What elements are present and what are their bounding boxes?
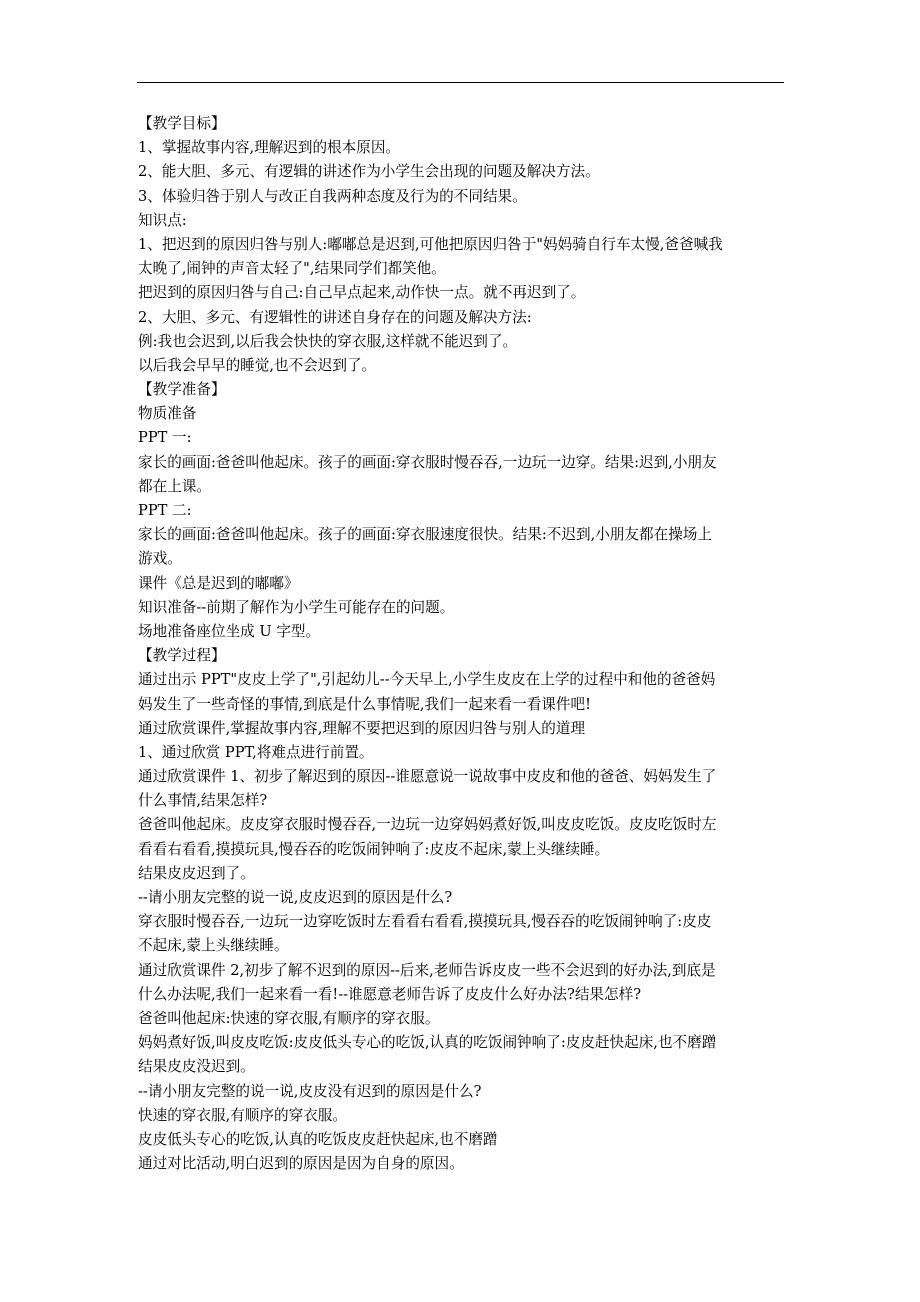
text-line: --请小朋友完整的说一说,皮皮迟到的原因是什么?	[138, 889, 453, 906]
text-line: 课件《总是迟到的嘟嘟》	[138, 574, 299, 592]
text-line: 1、掌握故事内容,理解迟到的根本原因。	[138, 139, 401, 157]
text-line: PPT 二:	[138, 502, 192, 519]
text-line: 什么事情,结果怎样?	[138, 792, 268, 810]
text-line: PPT 一:	[138, 429, 192, 447]
text-line: 1、通过欣赏 PPT,将难点进行前置。	[138, 743, 374, 761]
text-line: 太晚了,闹钟的声音太轻了",结果同学们都笑他。	[138, 260, 446, 278]
text-line: 物质准备	[138, 405, 197, 423]
text-line: 家长的画面:爸爸叫他起床。孩子的画面:穿衣服时慢吞吞,一边玩一边穿。结果:迟到,小朋友	[138, 453, 717, 471]
text-line: 【教学目标】	[138, 115, 226, 132]
text-line: 2、大胆、多元、有逻辑性的讲述自身存在的问题及解决方法:	[138, 308, 532, 326]
text-line: 通过出示 PPT"皮皮上学了",引起幼儿--今天早上,小学生皮皮在上学的过程中和他的爸爸妈	[138, 671, 716, 689]
text-line: 以后我会早早的睡觉,也不会迟到了。	[138, 356, 377, 374]
text-line: 例:我也会迟到,以后我会快快的穿衣服,这样就不能迟到了。	[138, 332, 518, 350]
text-line: 都在上课。	[138, 477, 211, 495]
text-line: 不起床,蒙上头继续睡。	[138, 937, 289, 955]
text-line: 穿衣服时慢吞吞,一边玩一边穿吃饭时左看看右看看,摸摸玩具,慢吞吞的吃饭闹钟响了:皮皮	[138, 913, 712, 931]
text-line: 知识点:	[138, 211, 187, 229]
text-line: 爸爸叫他起床:快速的穿衣服,有顺序的穿衣服。	[138, 1009, 440, 1027]
text-line: 3、体验归咎于别人与改正自我两种态度及行为的不同结果。	[138, 187, 527, 205]
header-rule	[137, 82, 784, 83]
text-line: 知识准备--前期了解作为小学生可能存在的问题。	[138, 598, 455, 616]
text-line: 看看右看看,摸摸玩具,慢吞吞的吃饭闹钟响了:皮皮不起床,蒙上头继续睡。	[138, 840, 610, 858]
text-line: 【教学过程】	[138, 647, 226, 665]
text-line: 妈妈煮好饭,叫皮皮吃饭:皮皮低头专心的吃饭,认真的吃饭闹钟响了:皮皮赶快起床,也不磨蹭	[138, 1034, 717, 1052]
text-line: 什么办法呢,我们一起来看一看!--谁愿意老师告诉了皮皮什么好办法?结果怎样?	[138, 985, 642, 1003]
text-line: 家长的画面:爸爸叫他起床。孩子的画面:穿衣服速度很快。结果:不迟到,小朋友都在操场上	[138, 526, 712, 544]
document-body	[138, 112, 786, 1176]
text-line: 游戏。	[138, 550, 182, 568]
text-line: 通过欣赏课件 1、初步了解迟到的原因--谁愿意说一说故事中皮皮和他的爸爸、妈妈发生了	[138, 768, 717, 786]
text-line: --请小朋友完整的说一说,皮皮没有迟到的原因是什么?	[138, 1082, 482, 1100]
text-line: 结果皮皮迟到了。	[138, 864, 255, 882]
text-line: 场地准备座位坐成 U 字型。	[138, 622, 321, 640]
text-line: 通过对比活动,明白迟到的原因是因为自身的原因。	[138, 1155, 464, 1173]
text-line: 快速的穿衣服,有顺序的穿衣服。	[138, 1106, 347, 1124]
text-line: 结果皮皮没迟到。	[138, 1058, 255, 1076]
text-line: 通过欣赏课件 2,初步了解不迟到的原因--后来,老师告诉皮皮一些不会迟到的好办法,到底是	[138, 961, 716, 979]
text-line: 通过欣赏课件,掌握故事内容,理解不要把迟到的原因归咎与别人的道理	[138, 719, 586, 737]
text-line: 1、把迟到的原因归咎与别人:嘟嘟总是迟到,可他把原因归咎于"妈妈骑自行车太慢,爸爸喊我	[138, 235, 723, 253]
text-line: 把迟到的原因归咎与自己:自己早点起来,动作快一点。就不再迟到了。	[138, 284, 586, 302]
text-line: 【教学准备】	[138, 381, 226, 399]
text-line: 妈发生了一些奇怪的事情,到底是什么事情呢,我们一起来看一看课件吧!	[138, 695, 591, 713]
text-line: 爸爸叫他起床。皮皮穿衣服时慢吞吞,一边玩一边穿妈妈煮好饭,叫皮皮吃饭。皮皮吃饭时左	[138, 816, 717, 834]
text-line: 皮皮低头专心的吃饭,认真的吃饭皮皮赶快起床,也不磨蹭	[138, 1130, 498, 1148]
text-line: 2、能大胆、多元、有逻辑的讲述作为小学生会出现的问题及解决方法。	[138, 163, 600, 181]
